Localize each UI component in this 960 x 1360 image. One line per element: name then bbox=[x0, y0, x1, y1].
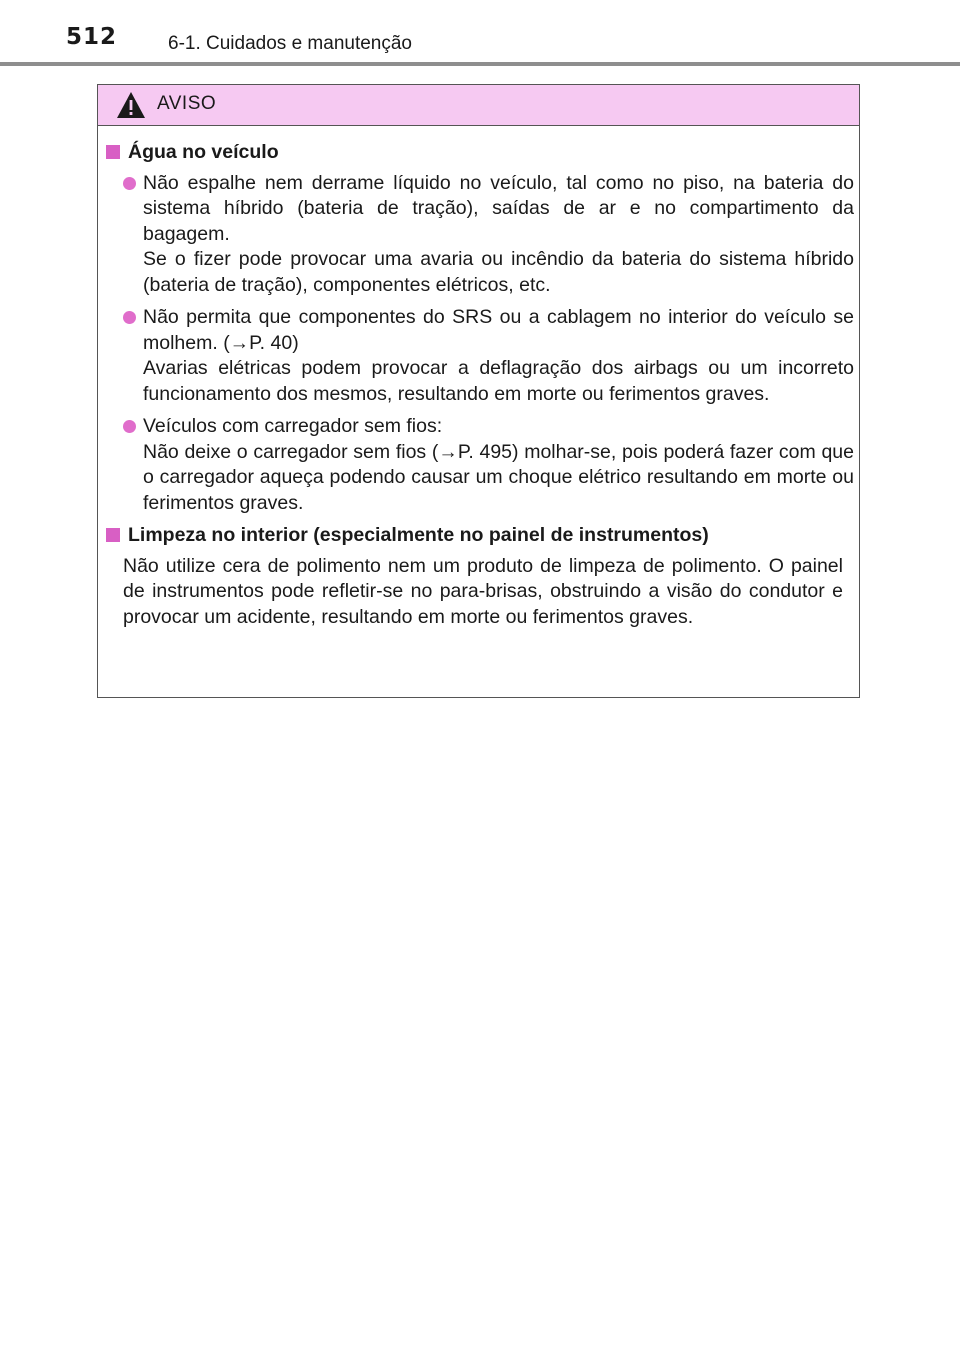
page-number: 512 bbox=[66, 24, 118, 50]
warning-triangle-icon bbox=[116, 91, 146, 119]
round-bullet-icon bbox=[123, 420, 136, 433]
square-bullet-icon bbox=[106, 145, 120, 159]
list-item bbox=[123, 305, 854, 407]
header-divider bbox=[0, 62, 960, 66]
item-paragraph: Avarias elétricas podem provocar a deflagração dos airbags ou um incorreto funcionamento dos mesmos, resultando em morte ou ferimentos graves. bbox=[143, 357, 854, 405]
warning-content bbox=[98, 140, 858, 630]
round-bullet-icon bbox=[123, 177, 136, 190]
page-header bbox=[0, 0, 960, 64]
section-paragraph: Não utilize cera de polimento nem um produto de limpeza de polimento. O painel de instrumentos pode refletir-se no para-brisas, obstruindo a visão do condutor e provocar um acidente, resultando em morte ou ferimentos graves. bbox=[123, 554, 843, 628]
list-item bbox=[123, 171, 854, 299]
item-paragraph: Não permita que componentes do SRS ou a cablagem no interior do veículo se molhem. (→P. 40) bbox=[143, 306, 854, 354]
round-bullet-icon bbox=[123, 311, 136, 324]
section-heading bbox=[102, 523, 858, 549]
section-heading-text: Água no veículo bbox=[128, 141, 279, 163]
warning-header bbox=[98, 85, 859, 126]
warning-box bbox=[97, 84, 860, 698]
section-heading-text: Limpeza no interior (especialmente no painel de instrumentos) bbox=[128, 524, 709, 546]
item-paragraph: Não espalhe nem derrame líquido no veículo, tal como no piso, na bateria do sistema híbrido (bateria de tração), saídas de ar e no compartimento da bagagem. bbox=[143, 171, 854, 245]
item-paragraph: Veículos com carregador sem fios: bbox=[143, 415, 443, 437]
square-bullet-icon bbox=[106, 528, 120, 542]
item-paragraph: Não deixe o carregador sem fios (→P. 495) molhar-se, pois poderá fazer com que o carregador aqueça podendo causar um choque elétrico resultando em morte ou ferimentos graves. bbox=[143, 440, 854, 514]
item-paragraph: Se o fizer pode provocar uma avaria ou incêndio da bateria do sistema híbrido (bateria de tração), componentes elétricos, etc. bbox=[143, 248, 854, 296]
list-item bbox=[123, 414, 854, 516]
section-title: 6-1. Cuidados e manutenção bbox=[168, 33, 412, 54]
warning-title: AVISO bbox=[157, 93, 217, 114]
section-heading bbox=[102, 140, 858, 166]
